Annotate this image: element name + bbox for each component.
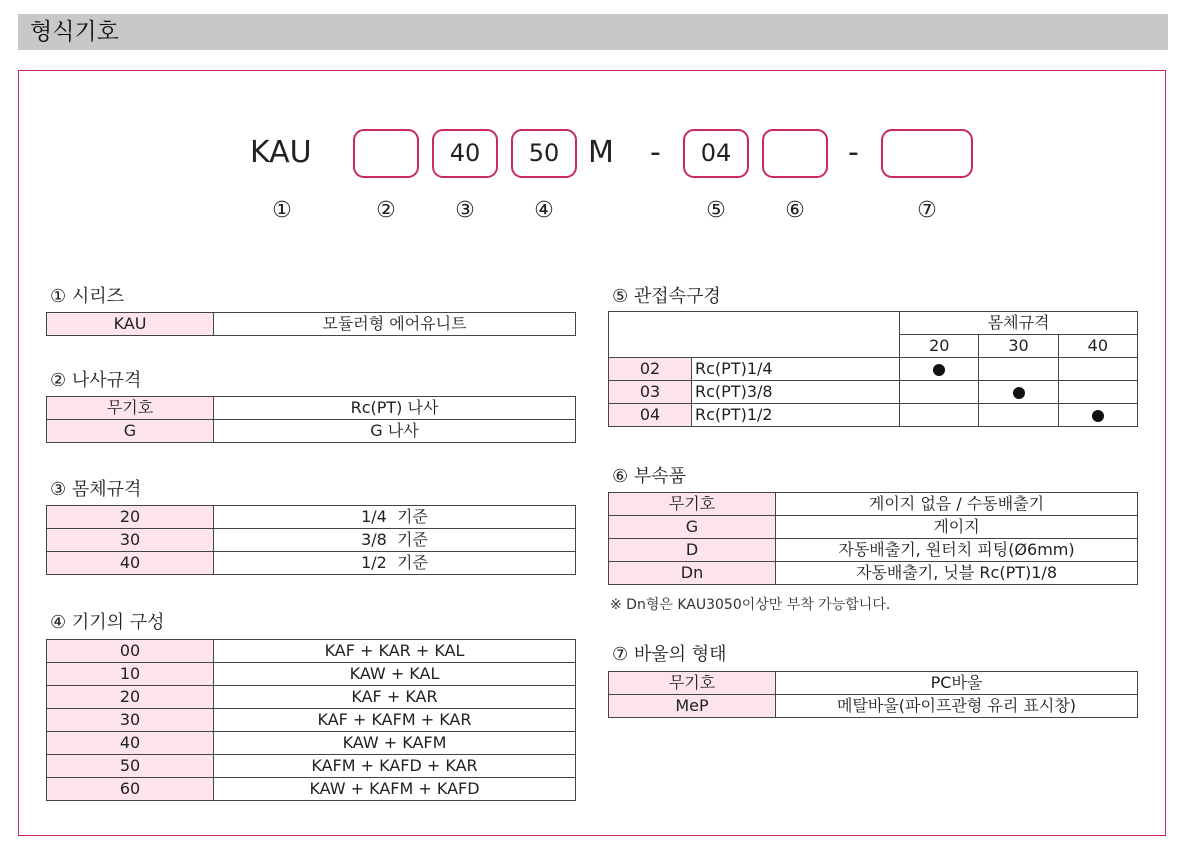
table-cell-value: KAW + KAL [214,663,576,686]
accessory-table [608,492,1138,585]
table-row [47,313,576,336]
bullet-icon [1092,410,1104,422]
code-box-accessory [762,129,828,178]
table-cell-value: PC바울 [776,672,1138,695]
table-row [47,397,576,420]
table-cell-mark [1058,404,1137,427]
bowl-title: ⑦ 바울의 형태 [612,644,727,665]
table-row [47,686,576,709]
code-box-thread [353,129,419,178]
table-cell-value: G 나사 [214,420,576,443]
table-row [47,529,576,552]
table-cell-value: 메탈바울(파이프관형 유리 표시창) [776,695,1138,718]
accessory-title: ⑥ 부속품 [612,466,687,487]
table-row [47,778,576,801]
table-cell-value: 3/8 기준 [214,529,576,552]
table-row [609,381,1138,404]
composition-title: ④ 기기의 구성 [50,612,165,633]
section-header-bar [18,14,1168,50]
code-number-3: ③ [455,198,475,223]
code-number-7: ⑦ [917,198,937,223]
table-cell-key: MeP [609,695,776,718]
table-row [609,672,1138,695]
table-cell-spec: Rc(PT)3/8 [692,381,900,404]
series-title: ① 시리즈 [50,286,125,307]
table-row [47,552,576,575]
table-cell-mark [1058,358,1137,381]
table-cell-key: 04 [609,404,692,427]
table-cell-key: 30 [47,529,214,552]
table-row [609,404,1138,427]
table-row [609,562,1138,585]
table-cell-size: 30 [979,335,1058,358]
code-dash-2: - [848,135,859,170]
code-prefix: KAU [250,135,312,170]
body-size-table [46,505,576,575]
code-number-6: ⑥ [785,198,805,223]
code-number-5: ⑤ [706,198,726,223]
table-cell-value: KAF + KAFM + KAR [214,709,576,732]
table-cell-mark [979,358,1058,381]
table-cell-key: D [609,539,776,562]
table-cell-key: 40 [47,732,214,755]
table-cell-value: 1/2 기준 [214,552,576,575]
code-number-4: ④ [534,198,554,223]
table-cell-key: 무기호 [47,397,214,420]
table-row [609,695,1138,718]
code-box-port: 04 [683,129,749,178]
table-cell-value: KAF + KAR + KAL [214,640,576,663]
table-cell-key: 00 [47,640,214,663]
table-cell-key: 30 [47,709,214,732]
table-cell-value: KAW + KAFM + KAFD [214,778,576,801]
table-row [609,312,1138,335]
table-cell-mark [900,358,979,381]
table-cell-mark [979,404,1058,427]
code-m: M [588,135,614,170]
table-cell-key: 50 [47,755,214,778]
table-cell-value: 모듈러형 에어유니트 [214,313,576,336]
table-cell-mark [900,404,979,427]
table-cell-size: 40 [1058,335,1137,358]
table-cell-key: G [609,516,776,539]
table-cell-key: 60 [47,778,214,801]
table-cell-mark [1058,381,1137,404]
table-cell-value: Rc(PT) 나사 [214,397,576,420]
table-cell-value: KAF + KAR [214,686,576,709]
table-cell-key: 20 [47,686,214,709]
table-row [47,709,576,732]
table-cell-value: KAW + KAFM [214,732,576,755]
page-title: 형식기호 [30,19,119,45]
accessory-note: ※ Dn형은 KAU3050이상만 부착 가능합니다. [610,597,891,613]
table-row [47,732,576,755]
port-table [608,311,1138,427]
table-cell-group-header: 몸체규격 [900,312,1138,335]
table-cell-mark [900,381,979,404]
table-cell-empty [609,312,900,358]
code-number-1: ① [272,198,292,223]
table-cell-value: KAFM + KAFD + KAR [214,755,576,778]
table-cell-key: Dn [609,562,776,585]
series-table [46,312,576,336]
table-cell-key: 03 [609,381,692,404]
table-cell-spec: Rc(PT)1/2 [692,404,900,427]
table-row [47,506,576,529]
bullet-icon [1013,387,1025,399]
table-row [47,640,576,663]
table-row [47,663,576,686]
table-row [47,755,576,778]
table-cell-key: 02 [609,358,692,381]
code-box-bowl [881,129,973,178]
table-row [609,539,1138,562]
table-row [609,358,1138,381]
port-title: ⑤ 관접속구경 [612,286,721,307]
table-cell-key: 20 [47,506,214,529]
code-box-body-size: 40 [432,129,498,178]
table-row [609,493,1138,516]
composition-table [46,639,576,801]
code-dash-1: - [650,135,661,170]
table-cell-key: 40 [47,552,214,575]
table-cell-value: 1/4 기준 [214,506,576,529]
table-row [47,420,576,443]
table-cell-key: KAU [47,313,214,336]
bowl-table [608,671,1138,718]
table-cell-size: 20 [900,335,979,358]
code-box-composition: 50 [511,129,577,178]
bullet-icon [933,364,945,376]
thread-table [46,396,576,443]
table-cell-value: 게이지 없음 / 수동배출기 [776,493,1138,516]
table-row [609,516,1138,539]
table-cell-mark [979,381,1058,404]
thread-title: ② 나사규격 [50,370,142,391]
table-cell-key: G [47,420,214,443]
table-cell-key: 10 [47,663,214,686]
table-cell-value: 자동배출기, 닛블 Rc(PT)1/8 [776,562,1138,585]
table-cell-key: 무기호 [609,672,776,695]
body-size-title: ③ 몸체규격 [50,479,142,500]
table-cell-key: 무기호 [609,493,776,516]
table-cell-value: 자동배출기, 원터치 피팅(Ø6mm) [776,539,1138,562]
code-number-2: ② [376,198,396,223]
table-cell-value: 게이지 [776,516,1138,539]
table-cell-spec: Rc(PT)1/4 [692,358,900,381]
